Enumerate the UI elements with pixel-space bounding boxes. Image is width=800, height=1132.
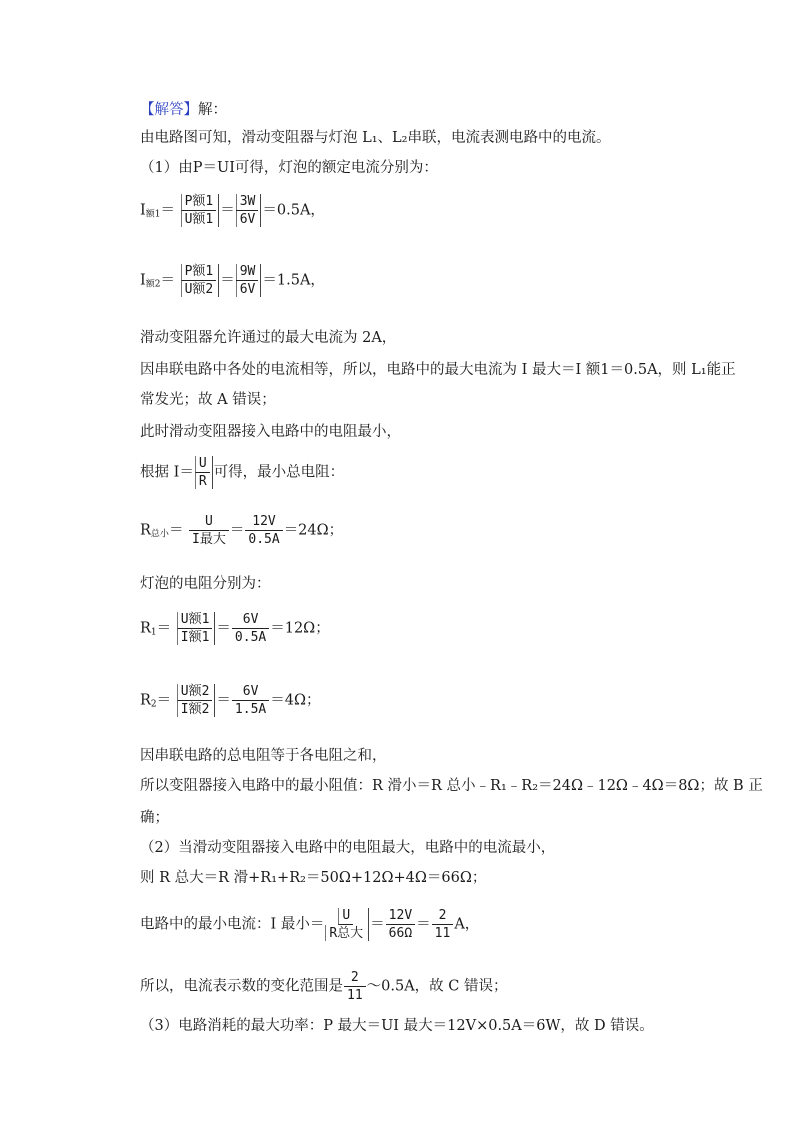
f7-fraction-numeric [386,908,415,941]
f4-symbol: R [140,522,151,539]
f1-den-2: 6V [236,211,259,227]
formula-r2 [140,684,320,717]
f5-equals: ＝ [156,620,172,637]
f1-den: U额1 [181,211,217,227]
f5-symbol: R [140,620,151,637]
f6-num-2: 6V [242,684,259,699]
f8-num: 2 [350,970,359,985]
f2-den: U额2 [181,281,217,297]
f2-num: P额1 [181,264,217,281]
f7-num-2: 12V [388,908,413,923]
f2-subscript: 额2 [145,279,161,290]
f2-equals: ＝ [160,272,175,289]
f4-equals: ＝ [168,522,184,539]
f1-result: ＝0.5A， [262,202,325,219]
answer-tag: 【解答】 [140,102,198,118]
text-line-option-b: 所以变阻器接入电路中的最小阻值：R 滑小＝R 总小﹣R₁﹣R₂＝24Ω﹣12Ω﹣4Ω＝8Ω；故 B 正 [140,778,763,794]
f2-fraction-symbolic [181,264,220,297]
text-line-lamp-resistance: 灯泡的电阻分别为： [140,576,271,592]
f7-den-3: 11 [434,926,451,941]
f1-num-2: 3W [236,194,259,210]
f7-num: U [338,908,353,925]
f8-fraction [344,970,366,1003]
f7-den-2: 66Ω [388,926,413,941]
formula-rated-current-1 [140,194,325,227]
f8-suffix: ～0.5A，故 C 错误； [366,978,508,995]
f5-result: ＝12Ω； [270,620,330,637]
formula-min-total-resistance [140,514,343,547]
answer-heading [140,100,227,120]
text-line-total-resistance: 因串联电路的总电阻等于各电阻之和， [140,748,387,764]
f5-fraction-numeric [232,612,269,645]
f5-equals-2: ＝ [216,620,231,637]
f4-den: I最大 [192,532,226,547]
f2-equals-2: ＝ [220,272,235,289]
answer-label: 解： [198,102,227,118]
f1-symbol: I [140,202,146,219]
formula-min-current [140,908,479,941]
f6-num: U额2 [177,684,213,701]
f7-fraction-symbolic [325,908,369,941]
f5-den: I额1 [177,629,213,645]
text-line-option-a: 常发光；故 A 错误； [140,392,276,408]
f4-subscript: 总小 [150,529,169,540]
f7-equals-2: ＝ [370,916,385,933]
formula-r1 [140,612,330,645]
f1-num: P额1 [181,194,217,211]
f4-fraction-symbolic [189,514,229,547]
f6-subscript: 2 [150,699,157,710]
f2-symbol: I [140,272,146,289]
f3-den: R [195,473,210,489]
f7-prefix: 电路中的最小电流：I 最小＝ [140,916,325,933]
text-line-series-current: 因串联电路中各处的电流相等，所以，电路中的最大电流为 I 最大＝I 额1＝0.5A，则 L₁能正 [140,362,736,378]
f5-den-2: 0.5A [234,630,267,645]
f7-fraction-result [432,908,454,941]
formula-current-range [140,970,508,1003]
f8-den: 11 [347,988,363,1003]
text-line-min-resistance: 此时滑动变阻器接入电路中的电阻最小， [140,424,401,440]
f3-fraction [195,456,213,489]
f5-fraction-symbolic [177,612,216,645]
f6-symbol: R [140,692,151,709]
text-line-part3: （3）电路消耗的最大功率：P 最大＝UI 最大＝12V×0.5A＝6W，故 D 错误。 [140,1018,654,1034]
f1-fraction-numeric [236,194,262,227]
f6-den: I额2 [177,701,213,717]
f4-den-2: 0.5A [248,532,280,547]
f4-fraction-numeric [245,514,282,547]
f2-fraction-numeric [236,264,262,297]
f8-prefix: 所以，电流表示数的变化范围是 [140,978,343,995]
f4-num-2: 12V [252,514,276,529]
f3-num: U [195,456,210,473]
f1-fraction-symbolic [181,194,220,227]
f7-result: A， [454,916,480,933]
f6-den-2: 1.5A [234,702,267,717]
f2-result: ＝1.5A， [262,272,325,289]
f6-fraction-numeric [232,684,269,717]
f1-subscript: 额1 [145,209,161,220]
text-line-circuit: 由电路图可知，滑动变阻器与灯泡 L₁、L₂串联，电流表测电路中的电流。 [140,130,611,146]
f5-subscript: 1 [150,627,157,638]
text-line-max-current: 滑动变阻器允许通过的最大电流为 2A， [140,330,397,346]
text-line-option-b-cont: 确； [140,810,169,826]
f4-num: U [205,514,213,529]
f3-suffix: 可得，最小总电阻： [213,464,345,481]
f1-equals-2: ＝ [220,202,235,219]
f6-fraction-symbolic [177,684,216,717]
f7-num-3: 2 [438,908,447,923]
f2-den-2: 6V [236,281,259,297]
f3-prefix: 根据 I＝ [140,464,194,481]
f5-num-2: 6V [242,612,259,627]
formula-ohms-law [140,456,344,489]
f5-num: U额1 [177,612,213,629]
text-line-max-total-resistance: 则 R 总大＝R 滑+R₁+R₂＝50Ω+12Ω+4Ω＝66Ω； [140,870,487,886]
text-line-part2: （2）当滑动变阻器接入电路中的电阻最大，电路中的电流最小， [140,840,556,856]
f1-equals: ＝ [160,202,175,219]
text-line-part1: （1）由P＝UI可得，灯泡的额定电流分别为： [140,160,438,176]
formula-rated-current-2 [140,264,325,297]
f6-equals: ＝ [156,692,172,709]
f4-result: ＝24Ω； [283,522,344,539]
f2-num-2: 9W [236,264,259,280]
f7-den: R总大 [325,925,366,941]
f6-result: ＝4Ω； [270,692,321,709]
f4-equals-2: ＝ [229,522,245,539]
f6-equals-2: ＝ [216,692,231,709]
f7-equals-3: ＝ [416,916,431,933]
